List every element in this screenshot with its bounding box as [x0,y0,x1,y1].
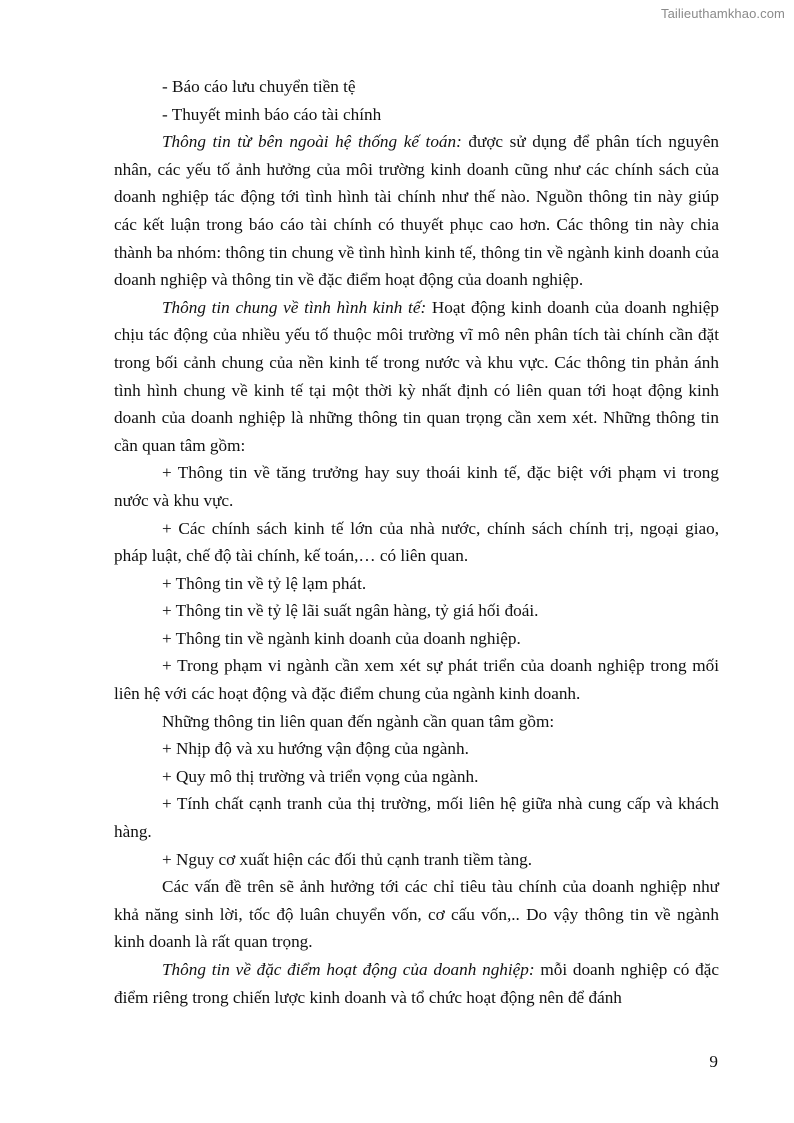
paragraph: + Nguy cơ xuất hiện các đối thủ cạnh tranh tiềm tàng. [162,849,533,869]
paragraph: + Tính chất cạnh tranh của thị trường, mối liên hệ giữa nhà cung cấp và khách hàng. [114,794,719,842]
watermark-text: Tailieuthamkhao.com [660,6,785,21]
paragraph: - Thuyết minh báo cáo tài chính [162,104,382,124]
paragraph: + Các chính sách kinh tế lớn của nhà nước, chính sách chính trị, ngoại giao, pháp luật, chế độ tài chính, kế toán,… có liên quan. [114,518,719,566]
document-body [114,73,719,1011]
paragraph: + Quy mô thị trường và triển vọng của ngành. [162,766,479,786]
paragraph: Thông tin chung về tình hình kinh tế: Hoạt động kinh doanh của doanh nghiệp chịu tác động của nhiều yếu tố thuộc môi trường vĩ mô nên phân tích tài chính cần đặt trong bối cảnh chung của nền kinh tế trong nước và khu vực. Các thông tin phản ánh tình hình chung về kinh tế tại một thời kỳ nhất định có liên quan tới hoạt động kinh doanh của doanh nghiệp là những thông tin quan trọng cần xem xét. Những thông tin cần quan tâm gồm: [114,297,719,455]
paragraph: + Thông tin về ngành kinh doanh của doanh nghiệp. [162,628,521,648]
paragraph: Thông tin từ bên ngoài hệ thống kế toán: được sử dụng để phân tích nguyên nhân, các yếu tố ảnh hưởng của môi trường kinh doanh cũng như các chính sách của doanh nghiệp tác động tới tình hình tài chính như thế nào. Nguồn thông tin này giúp các kết luận trong báo cáo tài chính có thuyết phục cao hơn. Các thông tin này chia thành ba nhóm: thông tin chung về tình hình kinh tế, thông tin về ngành kinh doanh của doanh nghiệp và thông tin về đặc điểm hoạt động của doanh nghiệp. [114,132,719,290]
paragraph: + Thông tin về tỷ lệ lạm phát. [162,573,367,593]
paragraph: + Nhịp độ và xu hướng vận động của ngành. [162,739,469,759]
paragraph-lead: Thông tin từ bên ngoài hệ thống kế toán: [162,132,462,152]
paragraph: + Thông tin về tăng trưởng hay suy thoái kinh tế, đặc biệt với phạm vi trong nước và khu vực. [114,463,719,510]
page-number: 9 [709,1052,718,1071]
paragraph-lead: Thông tin về đặc điểm hoạt động của doanh nghiệp: [162,960,535,979]
paragraph: Các vấn đề trên sẽ ảnh hưởng tới các chỉ tiêu tàu chính của doanh nghiệp như khả năng sinh lời, tốc độ luân chuyển vốn, cơ cấu vốn,.. Do vậy thông tin về ngành kinh doanh là rất quan trọng. [114,877,719,952]
paragraph: + Trong phạm vi ngành cần xem xét sự phát triển của doanh nghiệp trong mối liên hệ với các hoạt động và đặc điểm chung của ngành kinh doanh. [114,656,719,704]
paragraph: Thông tin về đặc điểm hoạt động của doanh nghiệp: mỗi doanh nghiệp có đặc điểm riêng trong chiến lược kinh doanh và tổ chức hoạt động nên để đánh [114,960,719,1007]
paragraph: Những thông tin liên quan đến ngành cần quan tâm gồm: [162,711,555,731]
paragraph-lead: Thông tin chung về tình hình kinh tế: [162,297,427,317]
paragraph: + Thông tin về tỷ lệ lãi suất ngân hàng, tỷ giá hối đoái. [162,601,539,621]
paragraph: - Báo cáo lưu chuyển tiền tệ [162,77,356,96]
